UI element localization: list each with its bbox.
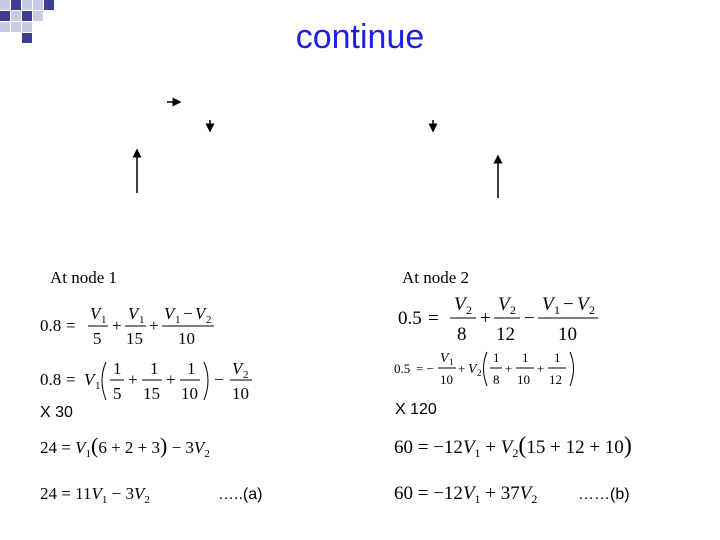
svg-text:=: = bbox=[66, 316, 76, 335]
svg-text:0.8: 0.8 bbox=[40, 316, 62, 335]
svg-text:2: 2 bbox=[243, 369, 249, 381]
svg-text:0.5: 0.5 bbox=[394, 361, 411, 376]
svg-text:1: 1 bbox=[175, 314, 181, 326]
node2-equation-2 bbox=[394, 346, 594, 392]
svg-text:15: 15 bbox=[126, 329, 143, 348]
svg-text:=: = bbox=[428, 308, 439, 329]
circuit-arrows bbox=[0, 0, 720, 220]
svg-text:V: V bbox=[542, 294, 554, 315]
node1-multiplier: X 30 bbox=[40, 404, 73, 421]
svg-text:12: 12 bbox=[496, 324, 515, 345]
svg-text:24 = 11V1 − 3V2: $24 = 11V_1 - 3V_2$ bbox=[40, 484, 150, 506]
svg-text:+: + bbox=[480, 308, 491, 329]
svg-text:1: 1 bbox=[522, 350, 529, 365]
svg-text:+: + bbox=[458, 361, 466, 376]
node2-heading: At node 2 bbox=[402, 268, 470, 287]
svg-text:−: − bbox=[214, 370, 224, 389]
svg-text:5: 5 bbox=[113, 384, 122, 403]
svg-text:24 = V1(6 + 2 + 3) − 3V2: $24 = V_1(6 + 2 + 3) - 3V_2$ bbox=[40, 433, 210, 460]
svg-text:+: + bbox=[112, 316, 122, 335]
svg-text:V: V bbox=[84, 370, 95, 389]
svg-text:V: V bbox=[454, 294, 466, 315]
node2-equation-3 bbox=[394, 426, 664, 466]
svg-text:−: − bbox=[563, 294, 574, 315]
node2-equation-1 bbox=[398, 290, 613, 346]
svg-text:V: V bbox=[232, 359, 243, 378]
svg-text:10: 10 bbox=[440, 372, 453, 387]
svg-text:1: 1 bbox=[113, 359, 122, 378]
svg-text:2: 2 bbox=[206, 314, 212, 326]
svg-text:1: 1 bbox=[449, 357, 454, 367]
svg-text:+: + bbox=[505, 361, 513, 376]
svg-text:2: 2 bbox=[466, 303, 472, 317]
svg-text:10: 10 bbox=[232, 384, 249, 403]
svg-text:1: 1 bbox=[139, 314, 145, 326]
svg-text:0.8: 0.8 bbox=[40, 370, 62, 389]
svg-text:5: 5 bbox=[93, 329, 102, 348]
svg-text:10: 10 bbox=[178, 329, 195, 348]
svg-text:+: + bbox=[149, 316, 159, 335]
svg-text:+: + bbox=[537, 361, 545, 376]
node2-equation-4 bbox=[394, 474, 584, 510]
svg-text:12: 12 bbox=[549, 372, 562, 387]
svg-text:V: V bbox=[440, 351, 449, 366]
svg-text:V: V bbox=[468, 362, 477, 377]
node1-equation-3 bbox=[40, 426, 280, 466]
svg-text:−: − bbox=[183, 304, 193, 323]
svg-text:1: 1 bbox=[554, 303, 560, 317]
svg-text:0.5: 0.5 bbox=[398, 308, 422, 329]
svg-text:10: 10 bbox=[558, 324, 577, 345]
svg-text:=: = bbox=[66, 370, 76, 389]
svg-text:1: 1 bbox=[493, 350, 500, 365]
svg-text:V: V bbox=[90, 304, 101, 323]
svg-text:8: 8 bbox=[493, 372, 500, 387]
svg-text:V: V bbox=[577, 294, 589, 315]
node1-equation-4 bbox=[40, 474, 240, 510]
svg-text:60 = −12V1 + V2(15 + 12 + 10): $60 = -12V_1 + V_2(15 + 12 + 10)$ bbox=[394, 433, 632, 460]
svg-text:8: 8 bbox=[457, 324, 467, 345]
svg-text:2: 2 bbox=[589, 303, 595, 317]
svg-text:1: 1 bbox=[95, 380, 101, 392]
svg-text:V: V bbox=[498, 294, 510, 315]
node1-equation-2 bbox=[40, 354, 270, 406]
svg-text:1: 1 bbox=[554, 350, 561, 365]
svg-text:V: V bbox=[128, 304, 139, 323]
svg-text:+: + bbox=[166, 370, 176, 389]
svg-text:60 = −12V1 + 37V2: $60 = -12V_1 + 37V_2$ bbox=[394, 483, 538, 506]
node1-equation-1 bbox=[40, 298, 240, 350]
node2-multiplier: X 120 bbox=[395, 401, 437, 418]
svg-text:15: 15 bbox=[143, 384, 160, 403]
svg-text:−: − bbox=[524, 308, 535, 329]
svg-text:= −: = − bbox=[416, 361, 434, 376]
svg-text:2: 2 bbox=[510, 303, 516, 317]
slide-title: continue bbox=[295, 18, 425, 56]
svg-text:10: 10 bbox=[181, 384, 198, 403]
svg-text:V: V bbox=[195, 304, 206, 323]
svg-text:1: 1 bbox=[150, 359, 159, 378]
svg-text:1: 1 bbox=[187, 359, 196, 378]
node2-equation-tag: ……(b) bbox=[578, 486, 630, 503]
node1-equation-tag: …..(a) bbox=[218, 486, 263, 503]
node1-heading: At node 1 bbox=[50, 268, 118, 287]
svg-text:V: V bbox=[164, 304, 175, 323]
svg-text:1: 1 bbox=[101, 314, 107, 326]
svg-text:+: + bbox=[128, 370, 138, 389]
svg-text:10: 10 bbox=[517, 372, 530, 387]
svg-text:2: 2 bbox=[477, 368, 482, 378]
